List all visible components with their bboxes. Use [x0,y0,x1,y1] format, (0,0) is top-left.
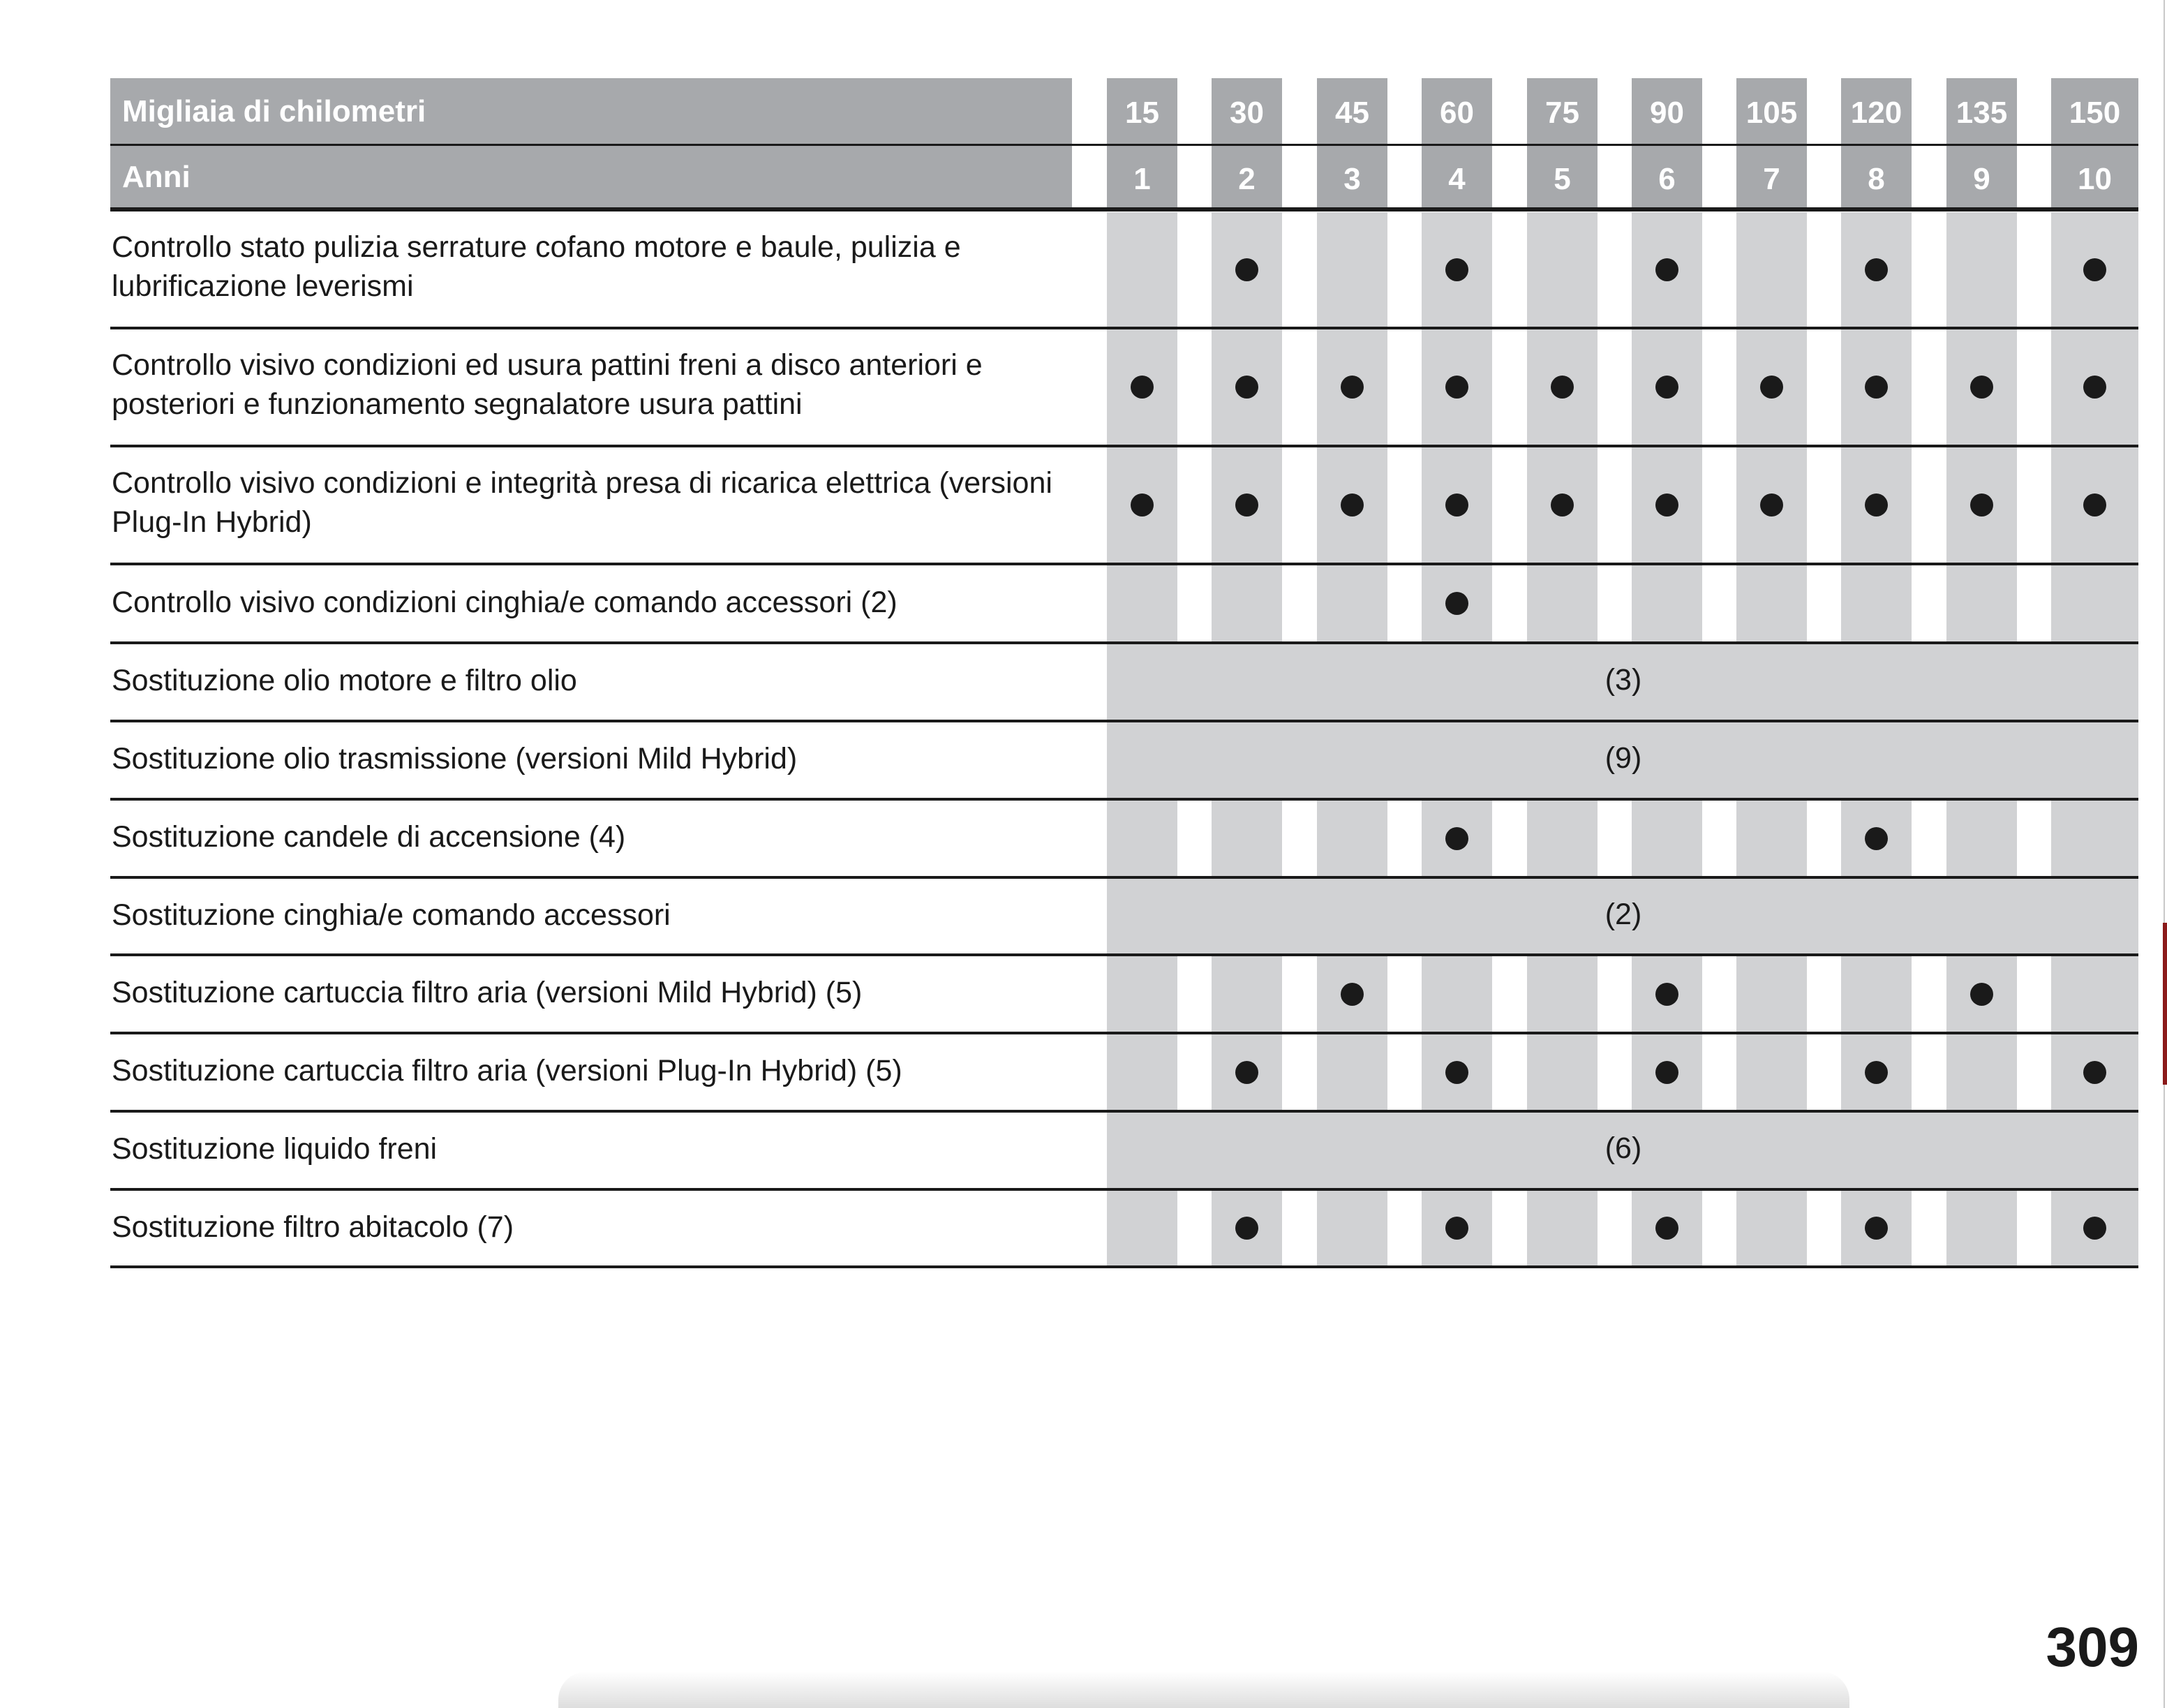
scheduled-dot-icon [1970,376,1993,399]
schedule-cell [1212,801,1282,876]
scheduled-dot-icon [1970,983,1993,1006]
schedule-cell [1212,956,1282,1032]
page-edge-line [2164,0,2165,1708]
schedule-cell [1527,801,1598,876]
scheduled-dot-icon [1235,258,1258,281]
scheduled-dot-icon [2083,376,2106,399]
interval-note: (6) [1604,1131,1642,1165]
schedule-cell [1632,565,1702,641]
page-bottom-shadow [558,1672,1849,1708]
row-label: Sostituzione olio trasmissione (versioni Mild Hybrid) [112,742,798,775]
row-label: Controllo stato pulizia serrature cofano motore e baule, pulizia e lubrificazione leverismi [112,230,961,303]
scheduled-dot-icon [1865,258,1888,281]
header-km-value: 75 [1545,96,1579,130]
scheduled-dot-icon [1131,376,1154,399]
schedule-cell [1946,565,2017,641]
schedule-cell [1317,212,1387,327]
schedule-cell [1107,956,1177,1032]
scheduled-dot-icon [1655,493,1678,517]
scheduled-dot-icon [1655,983,1678,1006]
schedule-cell [1107,1034,1177,1110]
scheduled-dot-icon [1655,1217,1678,1240]
schedule-cell [1107,801,1177,876]
scheduled-dot-icon [1445,1217,1468,1240]
schedule-cell [1736,1191,1807,1265]
header-separator-line [110,144,2138,146]
header-km-value: 90 [1650,96,1684,130]
header-km-value: 45 [1335,96,1369,130]
header-km-value: 60 [1440,96,1474,130]
header-km-value: 30 [1230,96,1264,130]
scheduled-dot-icon [1760,376,1783,399]
row-label: Sostituzione cinghia/e comando accessori [112,898,671,932]
schedule-cell [1317,1034,1387,1110]
schedule-cell [1422,956,1492,1032]
scheduled-dot-icon [1445,493,1468,517]
schedule-cell [2051,956,2138,1032]
scheduled-dot-icon [1235,1217,1258,1240]
scheduled-dot-icon [1970,493,1993,517]
scheduled-dot-icon [1760,493,1783,517]
schedule-cell [1527,212,1598,327]
row-label: Sostituzione filtro abitacolo (7) [112,1210,514,1244]
scheduled-dot-icon [1235,493,1258,517]
scheduled-dot-icon [1551,376,1574,399]
schedule-cell [1212,565,1282,641]
row-label: Sostituzione olio motore e filtro olio [112,664,577,697]
scheduled-dot-icon [1235,1061,1258,1084]
header-year-value: 1 [1133,162,1151,196]
header-year-value: 8 [1868,162,1885,196]
scheduled-dot-icon [1655,376,1678,399]
scheduled-dot-icon [1341,983,1364,1006]
schedule-cell [1107,565,1177,641]
interval-note: (9) [1604,741,1642,775]
scheduled-dot-icon [1445,1061,1468,1084]
row-label: Sostituzione liquido freni [112,1132,438,1166]
header-km-value: 135 [1956,96,2008,130]
chapter-edge-tab [2163,923,2167,1085]
schedule-cell [1527,1034,1598,1110]
header-km-value: 105 [1745,96,1798,130]
row-label: Controllo visivo condizioni e integrità presa di ricarica elettrica (versioni Plug-In Hybrid) [112,466,1052,539]
header-years-label-band [110,146,1072,208]
scheduled-dot-icon [1131,493,1154,517]
schedule-cell [1317,1191,1387,1265]
schedule-cell [2051,801,2138,876]
scheduled-dot-icon [1551,493,1574,517]
header-km-label: Migliaia di chilometri [122,94,426,128]
scheduled-dot-icon [1865,376,1888,399]
row-label: Sostituzione cartuccia filtro aria (versioni Plug-In Hybrid) (5) [112,1054,902,1087]
schedule-cell [1946,801,2017,876]
header-km-value: 120 [1850,96,1902,130]
scheduled-dot-icon [1865,1061,1888,1084]
schedule-cell [1317,801,1387,876]
row-divider-line [110,1265,2138,1268]
scheduled-dot-icon [1341,493,1364,517]
scheduled-dot-icon [2083,258,2106,281]
interval-note: (2) [1604,897,1642,931]
schedule-cell [1632,801,1702,876]
schedule-cell [1107,212,1177,327]
row-label: Controllo visivo condizioni ed usura pattini freni a disco anteriori e posteriori e funzionamento segnalatore usura pattini [112,348,983,421]
schedule-cell [1841,565,1912,641]
row-label: Controllo visivo condizioni cinghia/e comando accessori (2) [112,585,898,619]
schedule-cell [1527,956,1598,1032]
header-years-label: Anni [122,160,191,194]
scheduled-dot-icon [1865,827,1888,850]
header-year-value: 7 [1763,162,1780,196]
header-year-value: 6 [1658,162,1676,196]
scheduled-dot-icon [1445,376,1468,399]
schedule-cell [1946,1191,2017,1265]
schedule-cell [1736,212,1807,327]
schedule-cell [1946,1034,2017,1110]
scheduled-dot-icon [1865,1217,1888,1240]
scheduled-dot-icon [1445,258,1468,281]
header-year-value: 2 [1238,162,1256,196]
scheduled-dot-icon [1655,258,1678,281]
schedule-cell [1317,565,1387,641]
header-year-value: 3 [1343,162,1361,196]
row-label: Sostituzione candele di accensione (4) [112,820,626,854]
row-label: Sostituzione cartuccia filtro aria (versioni Mild Hybrid) (5) [112,976,863,1009]
interval-note: (3) [1604,663,1642,697]
scheduled-dot-icon [1445,827,1468,850]
header-year-value: 4 [1448,162,1466,196]
scheduled-dot-icon [2083,493,2106,517]
schedule-cell [1107,1191,1177,1265]
scheduled-dot-icon [1865,493,1888,517]
schedule-cell [2051,565,2138,641]
header-year-value: 5 [1554,162,1571,196]
scheduled-dot-icon [2083,1217,2106,1240]
header-km-value: 15 [1125,96,1159,130]
scheduled-dot-icon [1445,592,1468,615]
scheduled-dot-icon [1235,376,1258,399]
schedule-cell [1841,956,1912,1032]
schedule-cell [1527,1191,1598,1265]
table-header-bottom-line [110,207,2138,211]
scheduled-dot-icon [1341,376,1364,399]
schedule-cell [1527,565,1598,641]
header-year-value: 9 [1973,162,1990,196]
schedule-cell [1736,801,1807,876]
page-number: 309 [2046,1616,2139,1678]
scheduled-dot-icon [1655,1061,1678,1084]
schedule-cell [1736,565,1807,641]
schedule-cell [1736,1034,1807,1110]
scheduled-dot-icon [2083,1061,2106,1084]
schedule-cell [1736,956,1807,1032]
header-year-value: 10 [2078,162,2112,196]
header-km-value: 150 [2069,96,2121,130]
schedule-cell [1946,212,2017,327]
